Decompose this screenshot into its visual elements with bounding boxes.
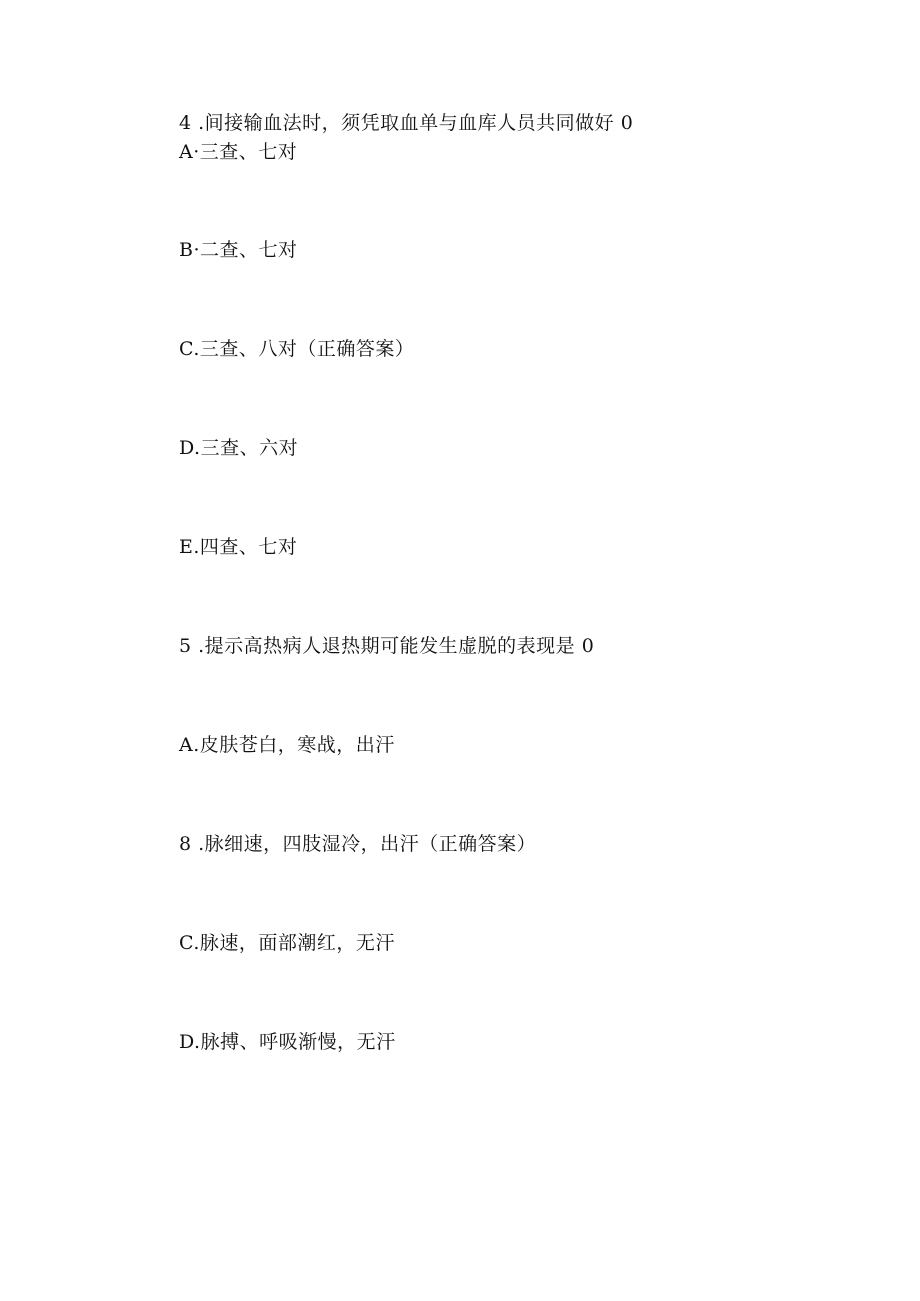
option-d: D.脉搏、呼吸渐慢，无汗 <box>179 1031 396 1053</box>
option-b: 8 .脉细速，四肢湿冷，出汗（正确答案） <box>179 833 537 855</box>
question-stem: 4 .间接输血法时，须凭取血单与血库人员共同做好 0 <box>179 112 634 134</box>
option-a: A.皮肤苍白，寒战，出汗 <box>179 734 395 756</box>
option-b: B·二查、七对 <box>179 239 298 261</box>
option-d: D.三查、六对 <box>179 437 299 459</box>
option-c: C.三查、八对（正确答案） <box>179 338 415 360</box>
option-c: C.脉速，面部潮红，无汗 <box>179 932 395 954</box>
question-stem: 5 .提示高热病人退热期可能发生虚脱的表现是 0 <box>179 635 595 657</box>
option-e: E.四查、七对 <box>179 536 298 558</box>
option-a: A·三查、七对 <box>179 141 298 163</box>
